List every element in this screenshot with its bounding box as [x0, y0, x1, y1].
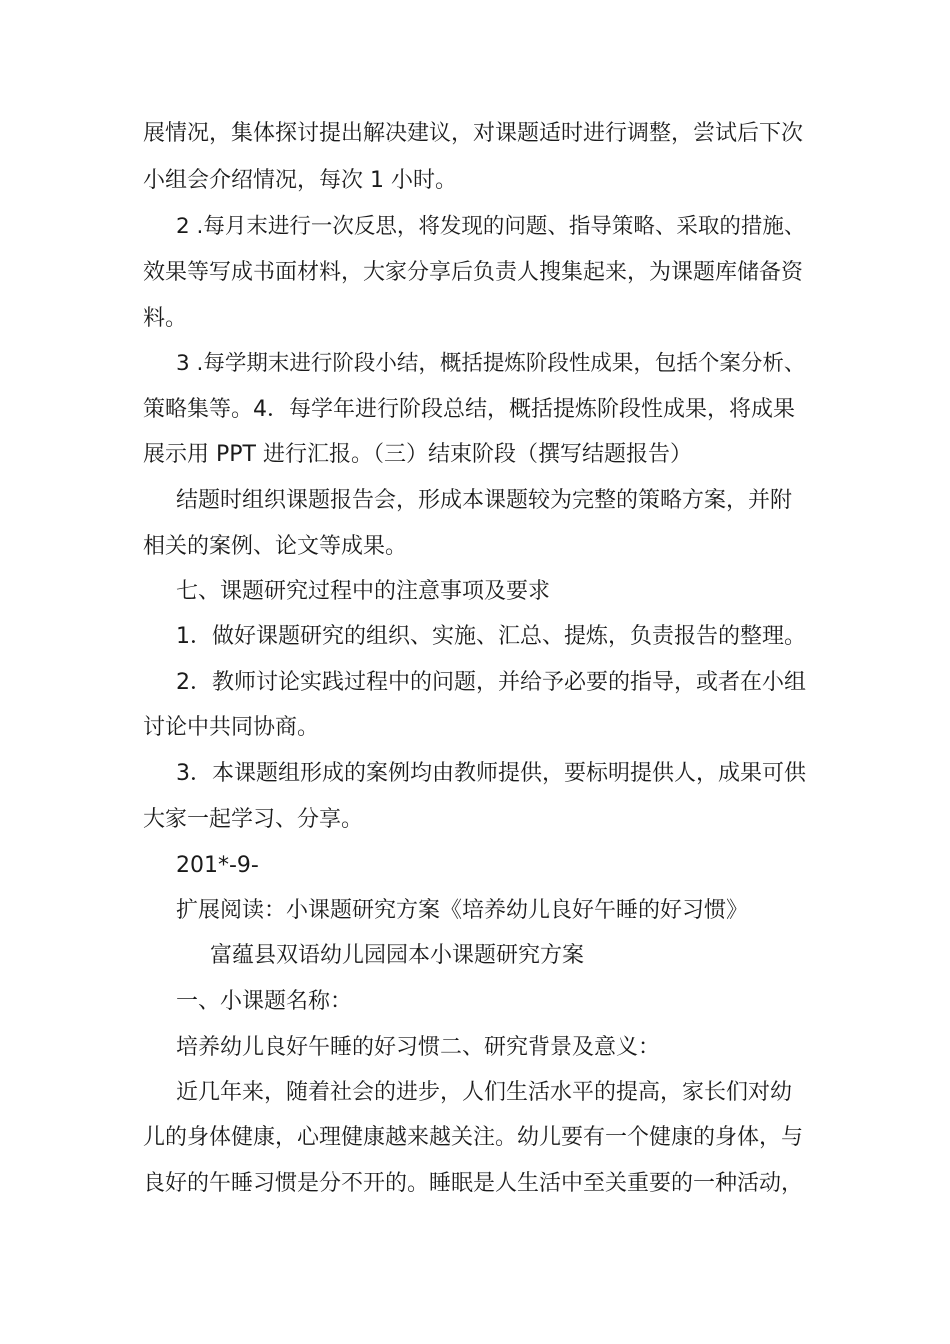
text-line: 2．教师讨论实践过程中的问题，并给予必要的指导，或者在小组: [176, 670, 806, 695]
text-line: 良好的午睡习惯是分不开的。睡眠是人生活中至关重要的一种活动，: [143, 1171, 804, 1196]
text-line: 大家一起学习、分享。: [143, 807, 364, 832]
text-line: 3 .每学期末进行阶段小结，概括提炼阶段性成果，包括个案分析、: [176, 351, 806, 376]
plan-title: 富蕴县双语幼儿园园本小课题研究方案: [210, 943, 585, 968]
text-line: 策略集等。4．每学年进行阶段总结，概括提炼阶段性成果，将成果: [143, 397, 795, 422]
text-line: 相关的案例、论文等成果。: [143, 534, 408, 559]
text-line: 展示用 PPT 进行汇报。（三）结束阶段（撰写结题报告）: [143, 442, 692, 467]
text-line: 结题时组织课题报告会，形成本课题较为完整的策略方案，并附: [176, 488, 793, 513]
text-line: 儿的身体健康，心理健康越来越关注。幼儿要有一个健康的身体，与: [143, 1125, 804, 1150]
text-line: 讨论中共同协商。: [143, 715, 320, 740]
text-line: 3．本课题组形成的案例均由教师提供，要标明提供人，成果可供: [176, 761, 806, 786]
text-line: 料。: [143, 306, 188, 331]
text-line: 近几年来，随着社会的进步，人们生活水平的提高，家长们对幼: [176, 1080, 793, 1105]
section-heading: 七、课题研究过程中的注意事项及要求: [176, 579, 551, 604]
text-line: 效果等写成书面材料，大家分享后负责人搜集起来，为课题库储备资: [143, 260, 804, 285]
text-line: 小组会介绍情况，每次 1 小时。: [143, 168, 457, 193]
text-line: 培养幼儿良好午睡的好习惯二、研究背景及意义：: [176, 1035, 661, 1060]
extended-reading-title: 扩展阅读：小课题研究方案《培养幼儿良好午睡的好习惯》: [176, 898, 749, 923]
text-line: 1．做好课题研究的组织、实施、汇总、提炼，负责报告的整理。: [176, 624, 806, 649]
section-heading: 一、小课题名称：: [176, 989, 353, 1014]
text-line: 2 .每月末进行一次反思，将发现的问题、指导策略、采取的措施、: [176, 214, 806, 239]
date-line: 201*-9-: [176, 853, 259, 878]
text-line: 展情况，集体探讨提出解决建议，对课题适时进行调整，尝试后下次: [143, 121, 804, 146]
